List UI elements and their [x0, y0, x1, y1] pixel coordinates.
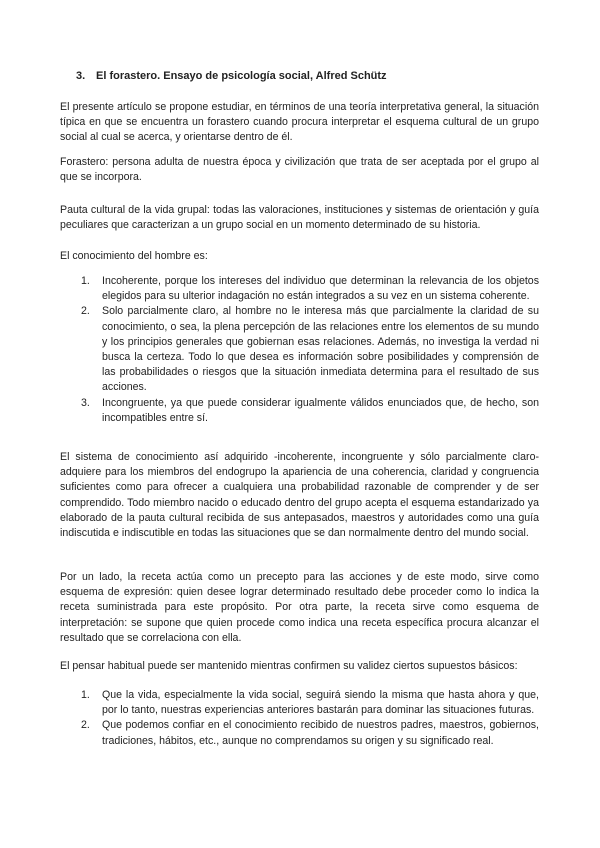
list-item	[81, 304, 539, 395]
paragraph-sistema-conocimiento: El sistema de conocimiento así adquirido -incoherente, incongruente y sólo parcialmente claro- adquiere para los miembros del endogrupo la apariencia de una coherencia, claridad y congruencia suficientes como para ofrecer a cualquiera una probabilidad razonable de comprender y de ser comprendido. Todo miembro nacido o educado dentro del grupo acepta el esquema estandarizado ya elaborado de la pauta cultural recibida de sus antepasados, maestros y autoridades como una guía indiscutida e indiscutible en todas las situaciones que se dan normalmente dentro del mundo social.	[60, 451, 539, 540]
paragraph-conocimiento-lead: El conocimiento del hombre es:	[60, 250, 208, 262]
list-conocimiento	[60, 274, 539, 426]
list-item-number: 3.	[81, 396, 90, 409]
paragraph-pauta-cultural: Pauta cultural de la vida grupal: todas las valoraciones, instituciones y sistemas de orientación y guía peculiares que caracterizan a un grupo social en un momento determinado de su historia.	[60, 204, 539, 232]
list-item-number: 1.	[81, 275, 90, 287]
list-item	[81, 396, 539, 426]
list-item-text: Que podemos confiar en el conocimiento recibido de nuestros padres, maestros, gobiernos, tradiciones, hábitos, etc., aunque no comprendamos su origen y su significado real.	[102, 719, 539, 747]
list-item-text: Incongruente, ya que puede considerar igualmente válidos enunciados que, de hecho, son incompatibles entre sí.	[102, 396, 539, 424]
list-item	[81, 274, 539, 304]
list-item-number: 1.	[81, 689, 90, 701]
paragraph-intro: El presente artículo se propone estudiar, en términos de una teoría interpretativa general, la situación típica en que se encuentra un forastero cuando procura interpretar el esquema cultural de un grupo social al cual se acerca, y orientarse dentro de él.	[60, 101, 539, 144]
section-heading	[76, 69, 556, 84]
list-item-text: Que la vida, especialmente la vida social, seguirá siendo la misma que hasta ahora y que, por lo tanto, nuestras experiencias anteriores bastarán para dominar las situaciones futuras.	[102, 689, 539, 717]
list-supuestos	[60, 688, 539, 749]
list-item	[81, 718, 539, 748]
list-item-text: Solo parcialmente claro, al hombre no le interesa más que parcialmente la claridad de su conocimiento, o sea, la plena percepción de las relaciones entre los elementos de su mundo y los principios generales que gobiernan esas relaciones. Además, no investiga la verdad ni busca la certeza. Todo lo que desea es información sobre posibilidades y comprensión de las probabilidades o riesgos que la situación inmediata determina para el resultado de sus acciones.	[102, 305, 539, 394]
paragraph-receta: Por un lado, la receta actúa como un precepto para las acciones y de este modo, sirve como esquema de expresión: quien desee lograr determinado resultado debe proceder como lo indica la receta suministrada para este propósito. Por otra parte, la receta sirve como esquema de interpretación: se supone que quien procede como indica una receta específica procura alcanzar el resultado que se correlaciona con ella.	[60, 571, 539, 644]
list-item-text: Incoherente, porque los intereses del individuo que determinan la relevancia de los objetos elegidos para su ulterior indagación no están integrados a su vez en un sistema coherente.	[102, 275, 539, 303]
paragraph-pensar-habitual: El pensar habitual puede ser mantenido mientras confirmen su validez ciertos supuestos básicos:	[60, 660, 518, 672]
list-item-number: 2.	[81, 305, 90, 318]
section-number: 3.	[76, 70, 86, 82]
paragraph-forastero-definition: Forastero: persona adulta de nuestra época y civilización que trata de ser aceptada por el grupo al que se incorpora.	[60, 156, 539, 184]
list-item	[81, 688, 539, 718]
section-title: El forastero. Ensayo de psicología social, Alfred Schütz	[96, 70, 387, 82]
list-item-number: 2.	[81, 719, 90, 732]
